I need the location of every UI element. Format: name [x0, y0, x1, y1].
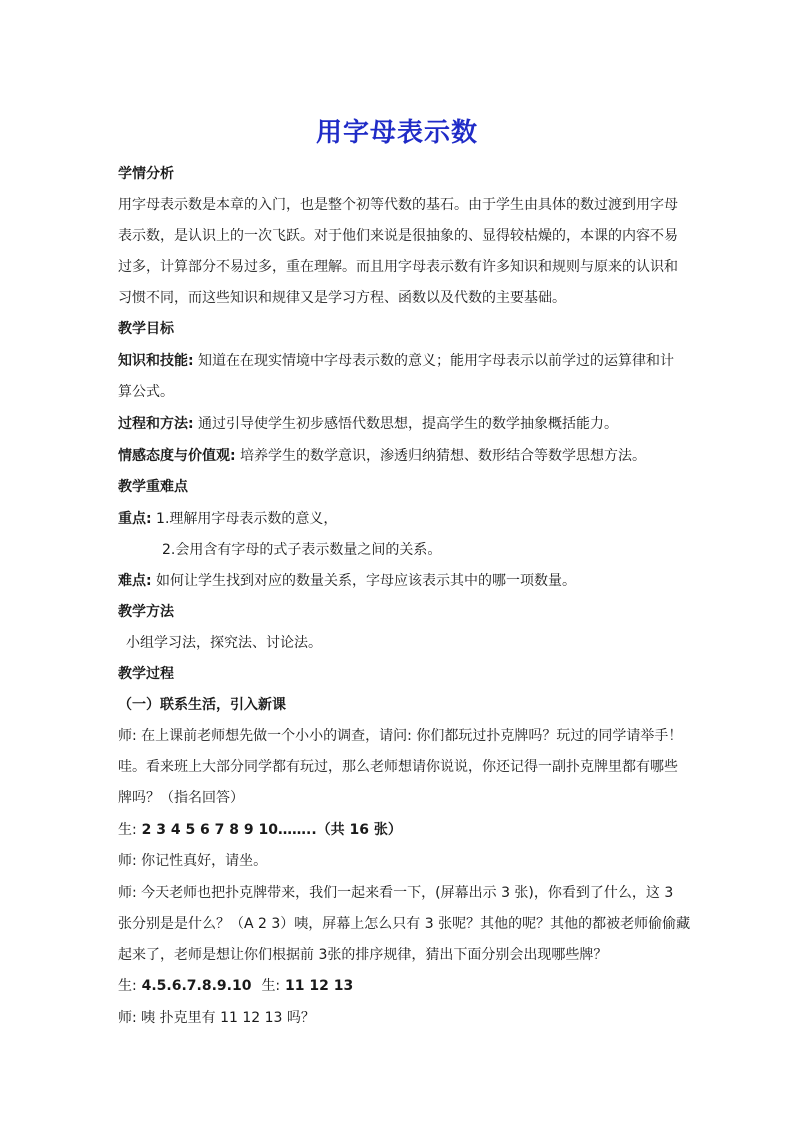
student-line-2 [118, 977, 353, 995]
difficulty [118, 572, 576, 590]
goal-attitude [118, 447, 646, 465]
student-answer-1: 2 3 4 5 6 7 8 9 10……..（共 16 张） [136, 822, 402, 838]
student-label-2: 生: [118, 978, 137, 994]
goal-knowledge-text: 知道在在现实情境中字母表示数的意义；能用字母表示以前学过的运算律和计 [193, 353, 675, 369]
goal-knowledge-label: 知识和技能: [118, 353, 194, 369]
difficulty-text: 如何让学生找到对应的数量关系，字母应该表示其中的哪一项数量。 [151, 573, 577, 589]
difficulty-label: 难点: [118, 573, 152, 589]
teacher-line-5: 师: 今天老师也把扑克牌带来，我们一起来看一下，(屏幕出示 3 张)，你看到了什么，这 3 [118, 885, 674, 901]
student-label-1: 生: [118, 822, 137, 838]
goal-knowledge [118, 352, 674, 370]
student-answer-3: 11 12 13 [280, 978, 354, 994]
heading-analysis: 学情分析 [118, 166, 174, 182]
teacher-line-2: 哇。看来班上大部分同学都有玩过，那么老师想请你说说，你还记得一副扑克牌里都有哪些 [118, 759, 678, 775]
student-answer-2: 4.5.6.7.8.9.10 [136, 978, 252, 994]
teacher-line-6: 张分别是是什么？（A 2 3）咦，屏幕上怎么只有 3 张呢？其他的呢？其他的都被老师偷偷藏 [118, 916, 691, 932]
goal-process-label: 过程和方法: [118, 416, 194, 432]
heading-goals: 教学目标 [118, 321, 174, 337]
heading-process: 教学过程 [118, 666, 174, 682]
analysis-line-4: 习惯不同，而这些知识和规律又是学习方程、函数以及代数的主要基础。 [118, 290, 566, 306]
heading-method: 教学方法 [118, 604, 174, 620]
key-point-2: 2.会用含有字母的式子表示数量之间的关系。 [162, 542, 442, 558]
section-1-heading: （一）联系生活，引入新课 [118, 697, 286, 713]
teacher-line-4: 师: 你记性真好，请坐。 [118, 853, 268, 869]
goal-process [118, 415, 618, 433]
goal-knowledge-cont: 算公式。 [118, 384, 174, 400]
analysis-line-3: 过多，计算部分不易过多，重在理解。而且用字母表示数有许多知识和规则与原来的认识和 [118, 259, 678, 275]
key-point-1 [118, 510, 337, 528]
method-text: 小组学习法，探究法、讨论法。 [126, 635, 322, 651]
goal-process-text: 通过引导使学生初步感悟代数思想，提高学生的数学抽象概括能力。 [193, 416, 619, 432]
teacher-line-7: 起来了，老师是想让你们根据前 3张的排序规律，猜出下面分别会出现哪些牌？ [118, 947, 608, 963]
heading-key-points: 教学重难点 [118, 479, 188, 495]
teacher-line-3: 牌吗？（指名回答） [118, 790, 244, 806]
goal-attitude-label: 情感态度与价值观: [118, 448, 236, 464]
key-label: 重点: [118, 511, 152, 527]
student-label-3: 生: [261, 978, 281, 994]
goal-attitude-text: 培养学生的数学意识，渗透归纳猜想、数形结合等数学思想方法。 [235, 448, 647, 464]
teacher-line-8: 师: 咦 扑克里有 11 12 13 吗？ [118, 1010, 315, 1026]
teacher-line-1: 师: 在上课前老师想先做一个小小的调查，请问: 你们都玩过扑克牌吗？玩过的同学请举手！ [118, 728, 683, 744]
analysis-line-2: 表示数，是认识上的一次飞跃。对于他们来说是很抽象的、显得较枯燥的，本课的内容不易 [118, 228, 678, 244]
analysis-line-1: 用字母表示数是本章的入门，也是整个初等代数的基石。由于学生由具体的数过渡到用字母 [118, 197, 678, 213]
document-title: 用字母表示数 [315, 118, 478, 148]
key-point-1-text: 1.理解用字母表示数的意义， [151, 511, 338, 527]
student-line-1 [118, 821, 402, 839]
